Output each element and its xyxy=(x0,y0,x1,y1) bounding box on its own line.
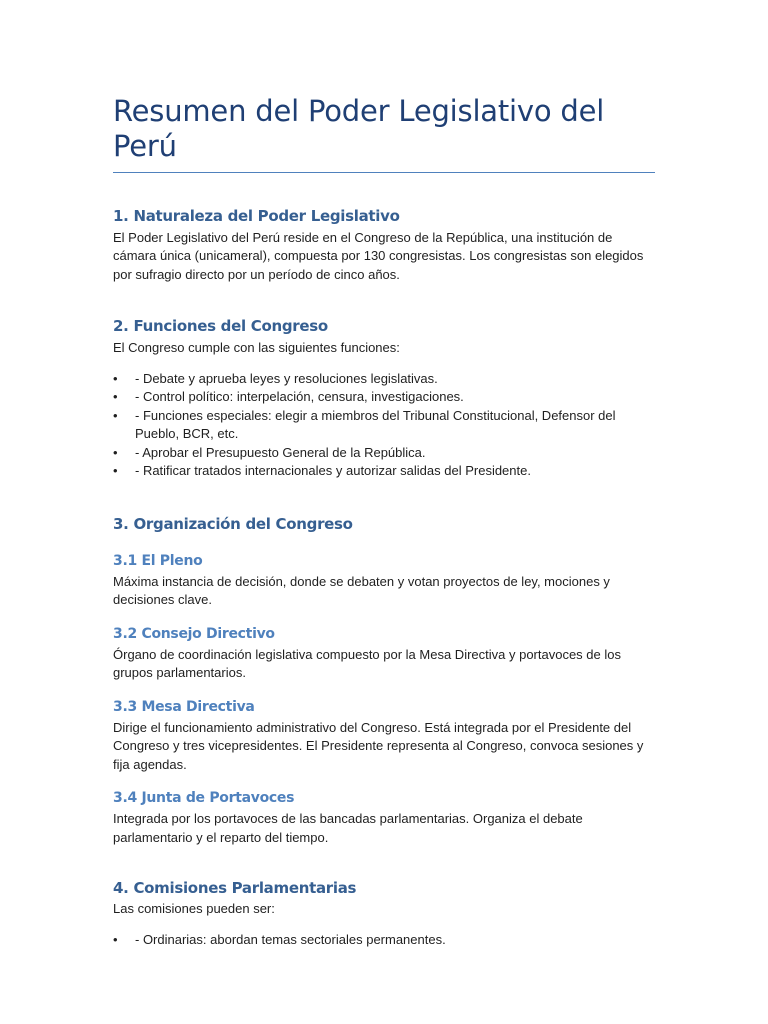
subsection-text-consejo: Órgano de coordinación legislativa compuesto por la Mesa Directiva y portavoces de los grupos parlamentarios. xyxy=(113,646,621,681)
section-heading-naturaleza: 1. Naturaleza del Poder Legislativo xyxy=(113,206,400,225)
list-item xyxy=(113,370,655,389)
comisiones-list xyxy=(113,931,655,950)
section-intro-comisiones: Las comisiones pueden ser: xyxy=(113,901,275,917)
list-item-text: - Control político: interpelación, censura, investigaciones. xyxy=(135,389,464,405)
bullet-icon: • xyxy=(113,931,118,947)
list-item xyxy=(113,407,655,444)
section-text-naturaleza: El Poder Legislativo del Perú reside en el Congreso de la República, una institución de cámara única (unicameral), compuesta por 130 congresistas. Los congresistas son elegidos por sufragio directo por un período de cinco años. xyxy=(113,229,644,282)
list-item-text: - Debate y aprueba leyes y resoluciones legislativas. xyxy=(135,370,438,386)
bullet-icon: • xyxy=(113,444,118,460)
list-item-text: - Ordinarias: abordan temas sectoriales permanentes. xyxy=(135,931,446,947)
section-intro-funciones: El Congreso cumple con las siguientes funciones: xyxy=(113,340,400,356)
funciones-list xyxy=(113,370,655,481)
subsection-text-junta: Integrada por los portavoces de las bancadas parlamentarias. Organiza el debate parlamentario y el reparto del tiempo. xyxy=(113,811,583,845)
list-item xyxy=(113,462,655,481)
list-item xyxy=(113,388,655,407)
bullet-icon: • xyxy=(113,407,118,423)
list-item xyxy=(113,444,655,463)
section-heading-organizacion: 3. Organización del Congreso xyxy=(113,514,353,533)
subsection-text-pleno: Máxima instancia de decisión, donde se debaten y votan proyectos de ley, mociones y decisiones clave. xyxy=(113,573,610,608)
subsection-heading-mesa: 3.3 Mesa Directiva xyxy=(113,698,255,715)
list-item-text: - Aprobar el Presupuesto General de la República. xyxy=(135,444,426,460)
bullet-icon: • xyxy=(113,463,118,479)
bullet-icon: • xyxy=(113,389,118,405)
bullet-icon: • xyxy=(113,370,118,386)
section-heading-funciones: 2. Funciones del Congreso xyxy=(113,317,328,336)
subsection-heading-junta: 3.4 Junta de Portavoces xyxy=(113,790,295,807)
list-item-text: - Funciones especiales: elegir a miembros del Tribunal Constitucional, Defensor del Pueblo, BCR, etc. xyxy=(135,407,616,442)
subsection-heading-consejo: 3.2 Consejo Directivo xyxy=(113,625,275,642)
document-title: Resumen del Poder Legislativo del Perú xyxy=(113,94,655,173)
subsection-heading-pleno: 3.1 El Pleno xyxy=(113,552,203,569)
subsection-text-mesa: Dirige el funcionamiento administrativo del Congreso. Está integrada por el Presidente del Congreso y tres vicepresidentes. El Presidente representa al Congreso, convoca sesiones y fija agendas. xyxy=(113,719,644,772)
section-heading-comisiones: 4. Comisiones Parlamentarias xyxy=(113,879,357,898)
list-item-text: - Ratificar tratados internacionales y autorizar salidas del Presidente. xyxy=(135,463,531,479)
list-item xyxy=(113,931,655,950)
